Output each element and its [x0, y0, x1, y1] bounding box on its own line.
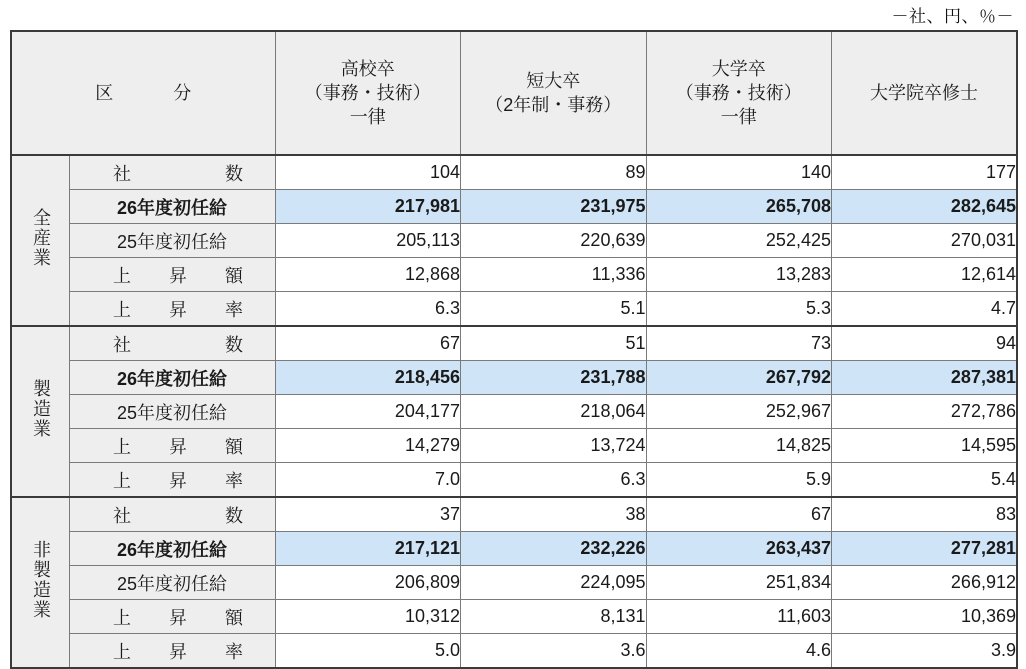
cell-value: 218,064	[461, 395, 647, 429]
cell-value: 3.6	[461, 634, 647, 669]
cell-value: 7.0	[275, 463, 461, 498]
table-row	[11, 566, 1017, 600]
table-row	[11, 155, 1017, 190]
cell-value: 206,809	[275, 566, 461, 600]
cell-value: 67	[275, 326, 461, 361]
table-row	[11, 463, 1017, 498]
cell-value: 5.4	[832, 463, 1018, 498]
cell-value: 37	[275, 497, 461, 532]
cell-value: 14,595	[832, 429, 1018, 463]
cell-value: 231,975	[461, 190, 647, 224]
row-label-increase-amount: 上 昇 額	[69, 258, 275, 292]
cell-value: 177	[832, 155, 1018, 190]
table-row	[11, 600, 1017, 634]
table-row	[11, 532, 1017, 566]
category-label-non-manufacturing: 非製造業	[11, 497, 69, 668]
row-label-pay-26: 26年度初任給	[69, 190, 275, 224]
cell-value: 277,281	[832, 532, 1018, 566]
row-label-pay-25: 25年度初任給	[69, 395, 275, 429]
table-row	[11, 224, 1017, 258]
cell-value: 205,113	[275, 224, 461, 258]
category-label-manufacturing: 製造業	[11, 326, 69, 497]
starting-salary-table-container	[10, 30, 1016, 669]
header-col-highschool-line2: （事務・技術）	[304, 82, 431, 103]
row-label-increase-rate: 上 昇 率	[69, 463, 275, 498]
cell-value: 73	[646, 326, 832, 361]
cell-value: 265,708	[646, 190, 832, 224]
table-row	[11, 258, 1017, 292]
cell-value: 14,825	[646, 429, 832, 463]
header-row	[11, 31, 1017, 155]
row-label-increase-amount: 上 昇 額	[69, 429, 275, 463]
cell-value: 140	[646, 155, 832, 190]
cell-value: 287,381	[832, 361, 1018, 395]
table-body	[11, 155, 1017, 668]
table-header	[11, 31, 1017, 155]
cell-value: 232,226	[461, 532, 647, 566]
row-label-company-count: 社 数	[69, 326, 275, 361]
header-col-university-line1: 大学卒	[711, 58, 766, 79]
row-label-pay-26: 26年度初任給	[69, 361, 275, 395]
table-row	[11, 395, 1017, 429]
header-col-juniorcollege-line2: （2年制・事務）	[485, 95, 622, 115]
table-row	[11, 497, 1017, 532]
cell-value: 252,425	[646, 224, 832, 258]
cell-value: 218,456	[275, 361, 461, 395]
starting-salary-table	[10, 30, 1018, 669]
cell-value: 217,121	[275, 532, 461, 566]
cell-value: 4.6	[646, 634, 832, 669]
header-col-university-line2: （事務・技術）	[675, 82, 802, 103]
row-label-company-count: 社 数	[69, 155, 275, 190]
cell-value: 251,834	[646, 566, 832, 600]
cell-value: 231,788	[461, 361, 647, 395]
cell-value: 3.9	[832, 634, 1018, 669]
cell-value: 6.3	[461, 463, 647, 498]
cell-value: 51	[461, 326, 647, 361]
cell-value: 220,639	[461, 224, 647, 258]
header-col-highschool-line1: 高校卒	[340, 58, 395, 79]
cell-value: 14,279	[275, 429, 461, 463]
cell-value: 4.7	[832, 292, 1018, 327]
cell-value: 10,369	[832, 600, 1018, 634]
cell-value: 282,645	[832, 190, 1018, 224]
table-row	[11, 361, 1017, 395]
cell-value: 204,177	[275, 395, 461, 429]
table-row	[11, 429, 1017, 463]
table-row	[11, 292, 1017, 327]
cell-value: 104	[275, 155, 461, 190]
row-label-increase-rate: 上 昇 率	[69, 634, 275, 669]
cell-value: 272,786	[832, 395, 1018, 429]
cell-value: 10,312	[275, 600, 461, 634]
header-col-highschool	[275, 31, 461, 155]
cell-value: 267,792	[646, 361, 832, 395]
row-label-pay-26: 26年度初任給	[69, 532, 275, 566]
table-row	[11, 190, 1017, 224]
cell-value: 5.3	[646, 292, 832, 327]
cell-value: 83	[832, 497, 1018, 532]
cell-value: 5.9	[646, 463, 832, 498]
table-row	[11, 326, 1017, 361]
cell-value: 263,437	[646, 532, 832, 566]
header-col-masters-line1: 大学院卒修士	[870, 82, 978, 103]
row-label-company-count: 社 数	[69, 497, 275, 532]
cell-value: 38	[461, 497, 647, 532]
cell-value: 266,912	[832, 566, 1018, 600]
cell-value: 12,614	[832, 258, 1018, 292]
category-label-all-industries: 全産業	[11, 155, 69, 326]
cell-value: 270,031	[832, 224, 1018, 258]
row-label-pay-25: 25年度初任給	[69, 566, 275, 600]
row-label-pay-25: 25年度初任給	[69, 224, 275, 258]
cell-value: 224,095	[461, 566, 647, 600]
cell-value: 252,967	[646, 395, 832, 429]
cell-value: 217,981	[275, 190, 461, 224]
row-label-increase-amount: 上 昇 額	[69, 600, 275, 634]
cell-value: 13,724	[461, 429, 647, 463]
cell-value: 8,131	[461, 600, 647, 634]
header-kubun: 区 分	[11, 31, 275, 155]
header-col-juniorcollege	[461, 31, 647, 155]
header-col-university	[646, 31, 832, 155]
cell-value: 5.1	[461, 292, 647, 327]
header-col-masters	[832, 31, 1018, 155]
unit-note: －社、円、％－	[891, 7, 1014, 26]
cell-value: 11,336	[461, 258, 647, 292]
cell-value: 12,868	[275, 258, 461, 292]
cell-value: 13,283	[646, 258, 832, 292]
header-col-juniorcollege-line1: 短大卒	[526, 70, 581, 91]
cell-value: 5.0	[275, 634, 461, 669]
cell-value: 94	[832, 326, 1018, 361]
cell-value: 67	[646, 497, 832, 532]
cell-value: 6.3	[275, 292, 461, 327]
header-col-highschool-line3: 一律	[349, 107, 386, 128]
header-col-university-line3: 一律	[720, 107, 757, 128]
cell-value: 89	[461, 155, 647, 190]
row-label-increase-rate: 上 昇 率	[69, 292, 275, 327]
cell-value: 11,603	[646, 600, 832, 634]
table-row	[11, 634, 1017, 669]
